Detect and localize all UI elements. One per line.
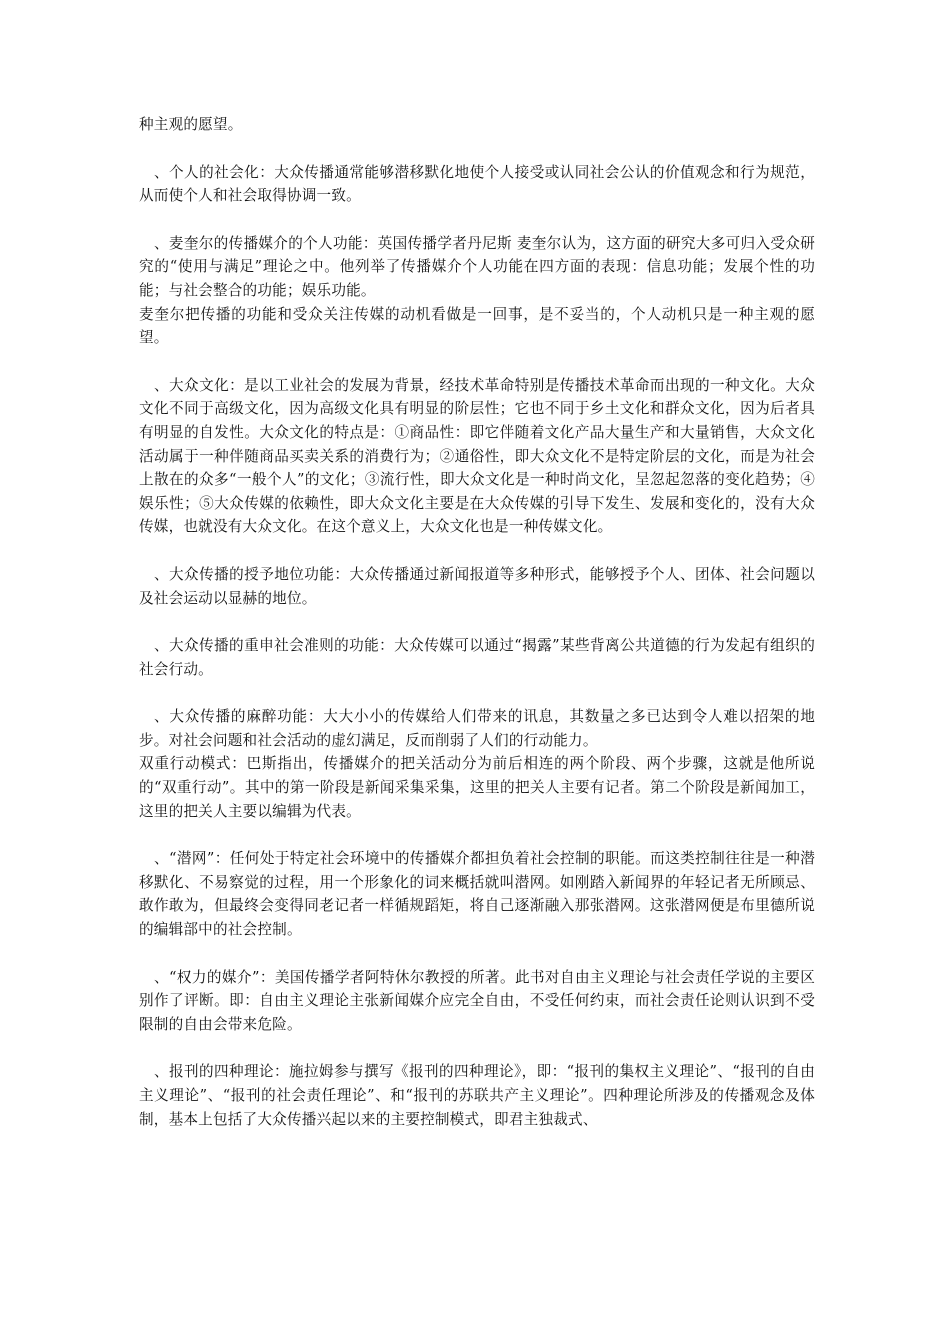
- paragraph-gap: [139, 610, 815, 634]
- paragraph-gap: [139, 1036, 815, 1060]
- paragraph-gap: [139, 137, 815, 161]
- paragraph: 麦奎尔把传播的功能和受众关注传媒的动机看做是一回事，是不妥当的，个人动机只是一种主观的愿望。: [139, 305, 815, 347]
- paragraph: 、报刊的四种理论：施拉姆参与撰写《报刊的四种理论》，即：“报刊的集权主义理论”、“报刊的自由主义理论”、“报刊的社会责任理论”、和“报刊的苏联共产主义理论”。四种理论所涉及的传播观念及体制，基本上包括了大众传播兴起以来的主要控制模式，即君主独裁式、: [139, 1063, 815, 1128]
- paragraph: 、个人的社会化：大众传播通常能够潜移默化地使个人接受或认同社会公认的价值观念和行为规范，从而使个人和社会取得协调一致。: [139, 163, 815, 205]
- paragraph: 、“权力的媒介”：美国传播学者阿特休尔教授的所著。此书对自由主义理论与社会责任学说的主要区别作了评断。即：自由主义理论主张新闻媒介应完全自由，不受任何约束，而社会责任论则认识到不受限制的自由会带来危险。: [139, 968, 815, 1033]
- paragraph: 、大众传播的重申社会准则的功能：大众传媒可以通过“揭露”某些背离公共道德的行为发起有组织的社会行动。: [139, 637, 815, 678]
- paragraph: 、麦奎尔的传播媒介的个人功能：英国传播学者丹尼斯 麦奎尔认为，这方面的研究大多可归入受众研究的“使用与满足”理论之中。他列举了传播媒介个人功能在四方面的表现：信息功能；发展个性的功能；与社会整合的功能；娱乐功能。: [139, 234, 815, 299]
- paragraph-gap: [139, 350, 815, 374]
- paragraph: 种主观的愿望。: [139, 116, 243, 133]
- paragraph-gap: [139, 823, 815, 847]
- paragraph-gap: [139, 208, 815, 232]
- paragraph-gap: [139, 539, 815, 563]
- paragraph: 、“潜网”：任何处于特定社会环境中的传播媒介都担负着社会控制的职能。而这类控制往往是一种潜移默化、不易察觉的过程，用一个形象化的词来概括就叫潜网。如刚踏入新闻界的年轻记者无所顾忌、敢作敢为，但最终会变得同老记者一样循规蹈矩，将自己逐渐融入那张潜网。这张潜网便是布里德所说的编辑部中的社会控制。: [139, 850, 815, 939]
- paragraph-gap: [139, 681, 815, 705]
- paragraph: 双重行动模式：巴斯指出，传播媒介的把关活动分为前后相连的两个阶段、两个步骤，这就是他所说的“双重行动”。其中的第一阶段是新闻采集采集，这里的把关人主要有记者。第二个阶段是新闻加工，这里的把关人主要以编辑为代表。: [139, 755, 815, 820]
- paragraph: 、大众传播的授予地位功能：大众传播通过新闻报道等多种形式，能够授予个人、团体、社会问题以及社会运动以显赫的地位。: [139, 565, 815, 607]
- paragraph: 、大众文化：是以工业社会的发展为背景，经技术革命特别是传播技术革命而出现的一种文化。大众文化不同于高级文化，因为高级文化具有明显的阶层性；它也不同于乡土文化和群众文化，因为后者具有明显的自发性。大众文化的特点是：①商品性：即它伴随着文化产品大量生产和大量销售，大众文化活动属于一种伴随商品买卖关系的消费行为；②通俗性，即大众文化不是特定阶层的文化，而是为社会上散在的众多“一般个人”的文化；③流行性，即大众文化是一种时尚文化，呈忽起忽落的变化趋势；④娱乐性；⑤大众传媒的依赖性，即大众文化主要是在大众传媒的引导下发生、发展和变化的，没有大众传媒，也就没有大众文化。在这个意义上，大众文化也是一种传媒文化。: [139, 376, 815, 536]
- document-page: [139, 113, 815, 1131]
- paragraph: 、大众传播的麻醉功能：大大小小的传媒给人们带来的讯息，其数量之多已达到令人难以招架的地步。对社会问题和社会活动的虚幻满足，反而削弱了人们的行动能力。: [139, 708, 815, 749]
- paragraph-gap: [139, 942, 815, 966]
